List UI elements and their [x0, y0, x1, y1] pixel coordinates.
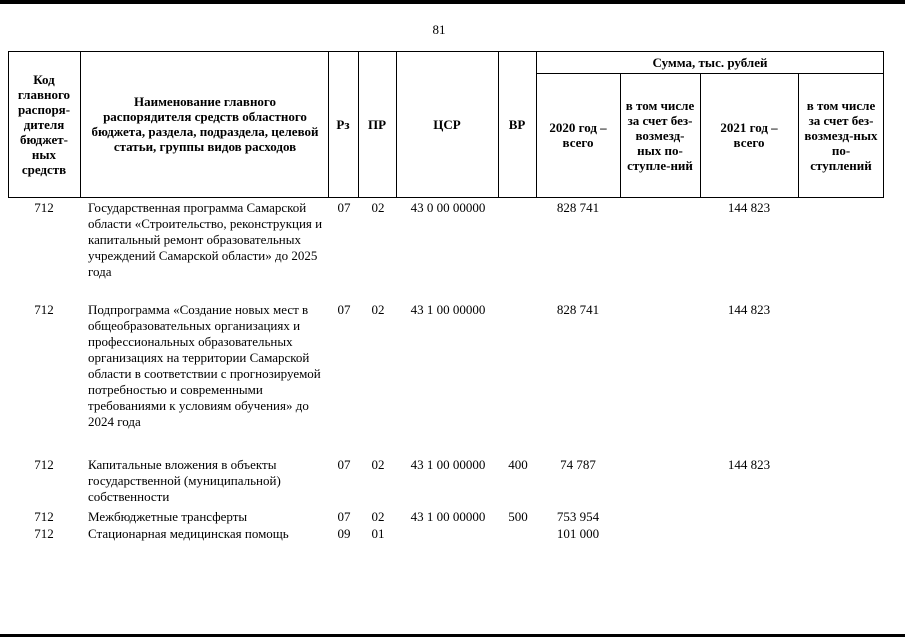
cell-2020-total: 74 787 — [560, 457, 596, 472]
header-pr: ПР — [367, 116, 387, 132]
cell-csr: 43 0 00 00000 — [410, 200, 486, 215]
cell-code: 712 — [34, 509, 54, 524]
header-name: Наименование главного распорядителя средств областного бюджета, раздела, подраздела, целевой статьи, группы видов расходов — [91, 94, 319, 154]
header-rz: Рз — [336, 116, 350, 132]
top-rule — [0, 0, 905, 4]
cell-2020-total: 828 741 — [556, 200, 600, 215]
cell-rz: 07 — [337, 457, 351, 472]
cell-csr: 43 1 00 00000 — [410, 509, 486, 524]
bottom-rule — [0, 634, 905, 637]
cell-2021-total: 144 823 — [727, 457, 771, 472]
cell-rz: 07 — [337, 509, 351, 524]
cell-rz: 07 — [337, 302, 351, 317]
cell-pr: 02 — [371, 457, 385, 472]
cell-pr: 02 — [371, 200, 385, 215]
cell-name: Капитальные вложения в объекты государственной (муниципальной) собственности — [88, 457, 281, 504]
cell-pr: 02 — [371, 302, 385, 317]
header-2020-total: 2020 год – всего — [549, 120, 607, 150]
cell-code: 712 — [34, 200, 54, 215]
header-code: Код главного распоря-дителя бюджет-ных средств — [17, 71, 71, 177]
header-2021-total: 2021 год – всего — [720, 120, 778, 150]
header-vr: ВР — [508, 116, 526, 132]
cell-2020-total: 828 741 — [556, 302, 600, 317]
header-2021-free: в том числе за счет без-возмезд-ных по-ступлений — [804, 97, 878, 173]
table-header — [8, 51, 884, 198]
cell-csr: 43 1 00 00000 — [410, 302, 486, 317]
cell-2021-total: 144 823 — [727, 302, 771, 317]
header-csr: ЦСР — [433, 116, 461, 132]
cell-name: Подпрограмма «Создание новых мест в общеобразовательных организациях и профессиональных образовательных организациях на территории Самарской области в соответствии с прогнозируемой потребностью и современными требованиями к условиям обучения» до 2024 года — [88, 302, 321, 429]
cell-2021-total: 144 823 — [727, 200, 771, 215]
cell-rz: 09 — [337, 526, 351, 541]
cell-name: Стационарная медицинская помощь — [88, 526, 289, 541]
cell-2020-total: 101 000 — [556, 526, 600, 541]
header-2020-free: в том числе за счет без-возмезд-ных по-ступле-ний — [625, 97, 695, 173]
cell-pr: 01 — [371, 526, 385, 541]
cell-2020-total: 753 954 — [556, 509, 600, 524]
cell-vr: 400 — [508, 457, 528, 472]
cell-pr: 02 — [371, 509, 385, 524]
cell-csr: 43 1 00 00000 — [410, 457, 486, 472]
cell-code: 712 — [34, 457, 54, 472]
cell-code: 712 — [34, 302, 54, 317]
cell-name: Межбюджетные трансферты — [88, 509, 248, 524]
cell-rz: 07 — [337, 200, 351, 215]
cell-code: 712 — [34, 526, 54, 541]
cell-vr: 500 — [508, 509, 528, 524]
header-sum: Сумма, тыс. рублей — [652, 54, 768, 70]
page-number: 81 — [432, 22, 446, 37]
cell-name: Государственная программа Самарской области «Строительство, реконструкция и капитальный ремонт образовательных учреждений Самарской области» до 2025 года — [88, 200, 323, 279]
